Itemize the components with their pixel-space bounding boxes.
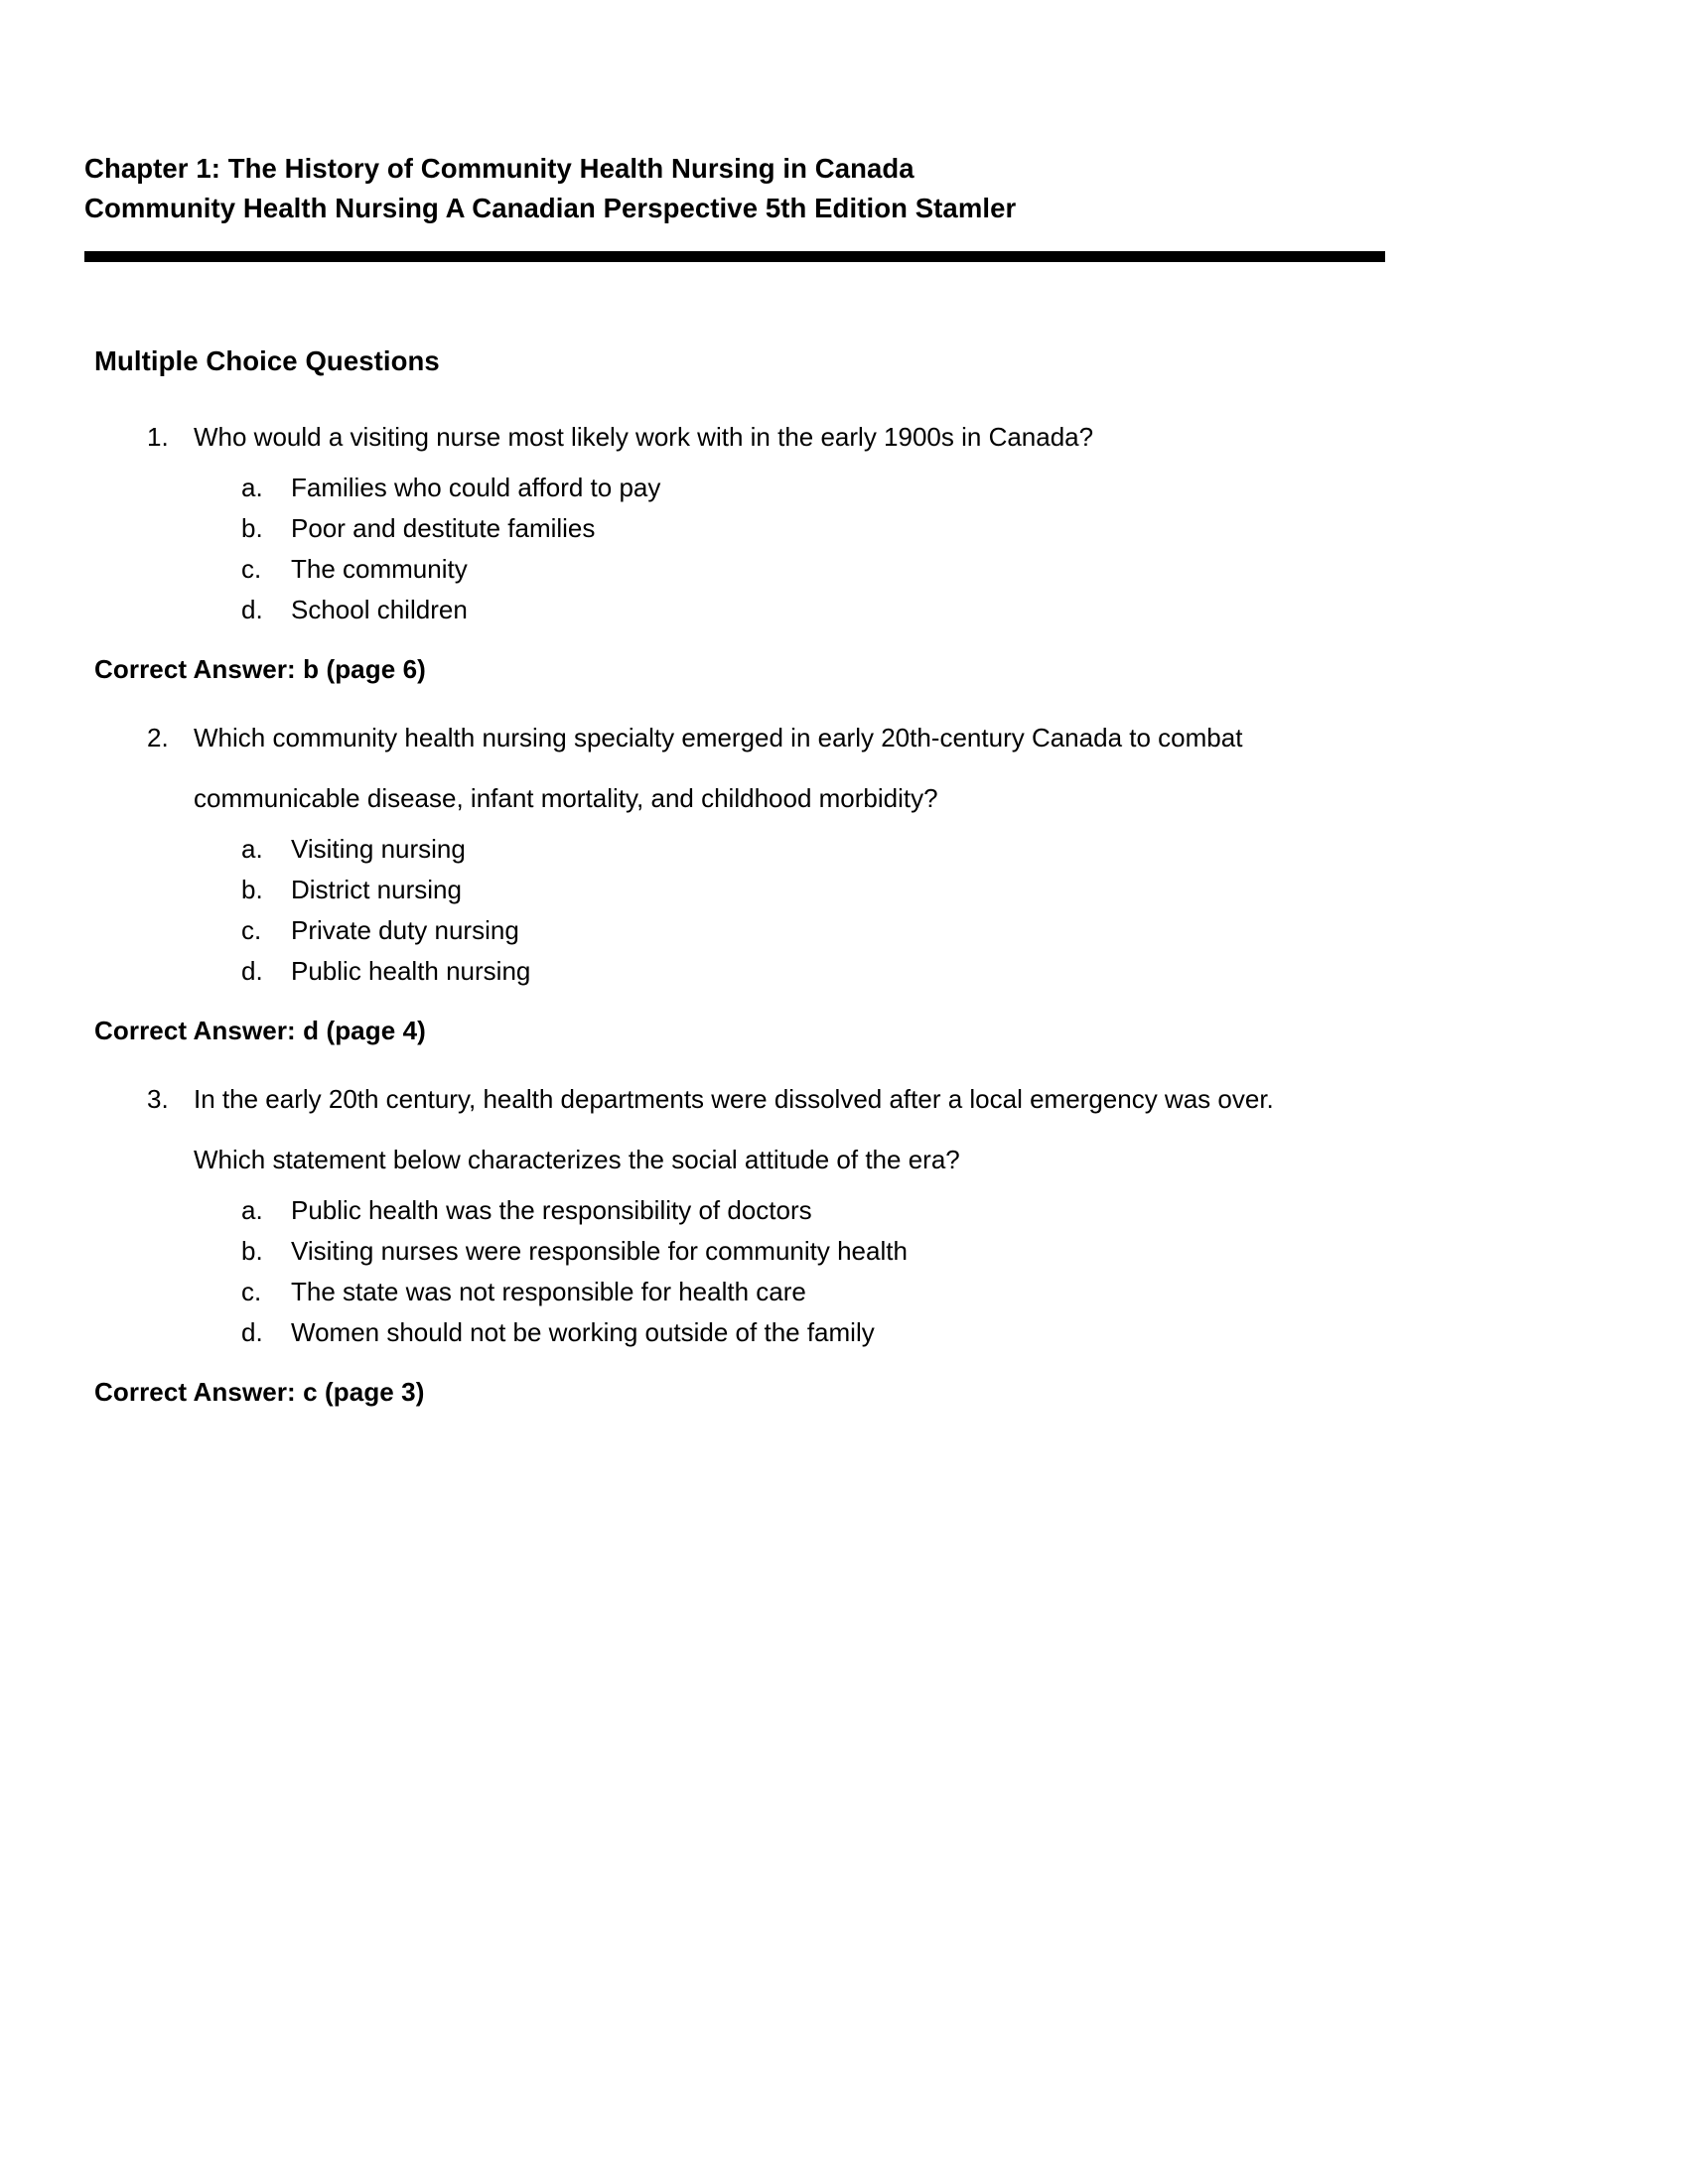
option-text: Women should not be working outside of the family [291,1317,875,1347]
option-item[interactable] [0,1231,1688,1272]
correct-answer: Correct Answer: b (page 6) [94,654,426,684]
option-item[interactable] [0,870,1688,910]
question-number: 3. [147,1084,169,1114]
option-text: The state was not responsible for health care [291,1277,806,1306]
option-text: Visiting nursing [291,834,466,864]
option-item[interactable] [0,1312,1688,1353]
question-row [0,1069,1688,1190]
correct-answer: Correct Answer: c (page 3) [94,1377,425,1407]
option-list [0,1190,1688,1353]
option-letter: c. [241,915,262,945]
question-text-line: communicable disease, infant mortality, and childhood morbidity? [194,783,938,813]
option-letter: c. [241,1277,262,1306]
option-text: The community [291,554,468,584]
question-block [0,708,1688,1050]
option-letter: b. [241,1236,263,1266]
question-text [194,407,1499,468]
option-text: Public health was the responsibility of doctors [291,1195,812,1225]
option-list [0,829,1688,992]
option-item[interactable] [0,1190,1688,1231]
option-letter: d. [241,1317,263,1347]
option-item[interactable] [0,910,1688,951]
option-letter: d. [241,595,263,624]
question-row [0,708,1688,829]
question-text-line: Who would a visiting nurse most likely work with in the early 1900s in Canada? [194,422,1094,452]
option-item[interactable] [0,508,1688,549]
question-text-line: In the early 20th century, health departments were dissolved after a local emergency was over. [194,1084,1274,1114]
correct-answer: Correct Answer: d (page 4) [94,1016,426,1045]
option-text: Visiting nurses were responsible for community health [291,1236,908,1266]
section-heading: Multiple Choice Questions [94,345,440,376]
option-letter: a. [241,834,263,864]
question-text [194,708,1499,829]
question-block [0,1069,1688,1412]
option-item[interactable] [0,1272,1688,1312]
header-divider [84,251,1385,262]
option-letter: a. [241,473,263,502]
question-list [0,407,1688,1431]
question-row [0,407,1688,468]
document-header [84,149,1395,228]
chapter-title-line: Chapter 1: The History of Community Health Nursing in Canada [84,153,914,184]
option-item[interactable] [0,829,1688,870]
option-item[interactable] [0,590,1688,630]
option-text: Poor and destitute families [291,513,596,543]
question-number: 2. [147,723,169,752]
book-title-line: Community Health Nursing A Canadian Perspective 5th Edition Stamler [84,193,1017,223]
option-item[interactable] [0,468,1688,508]
option-text: Private duty nursing [291,915,519,945]
question-text-line: Which statement below characterizes the social attitude of the era? [194,1145,960,1174]
option-text: School children [291,595,468,624]
option-letter: b. [241,875,263,904]
question-text-line: Which community health nursing specialty emerged in early 20th-century Canada to combat [194,723,1243,752]
option-item[interactable] [0,951,1688,992]
option-letter: a. [241,1195,263,1225]
option-text: District nursing [291,875,462,904]
question-number: 1. [147,422,169,452]
option-letter: d. [241,956,263,986]
option-text: Families who could afford to pay [291,473,661,502]
option-text: Public health nursing [291,956,531,986]
option-letter: b. [241,513,263,543]
question-block [0,407,1688,689]
option-list [0,468,1688,630]
option-item[interactable] [0,549,1688,590]
option-letter: c. [241,554,262,584]
question-text [194,1069,1499,1190]
